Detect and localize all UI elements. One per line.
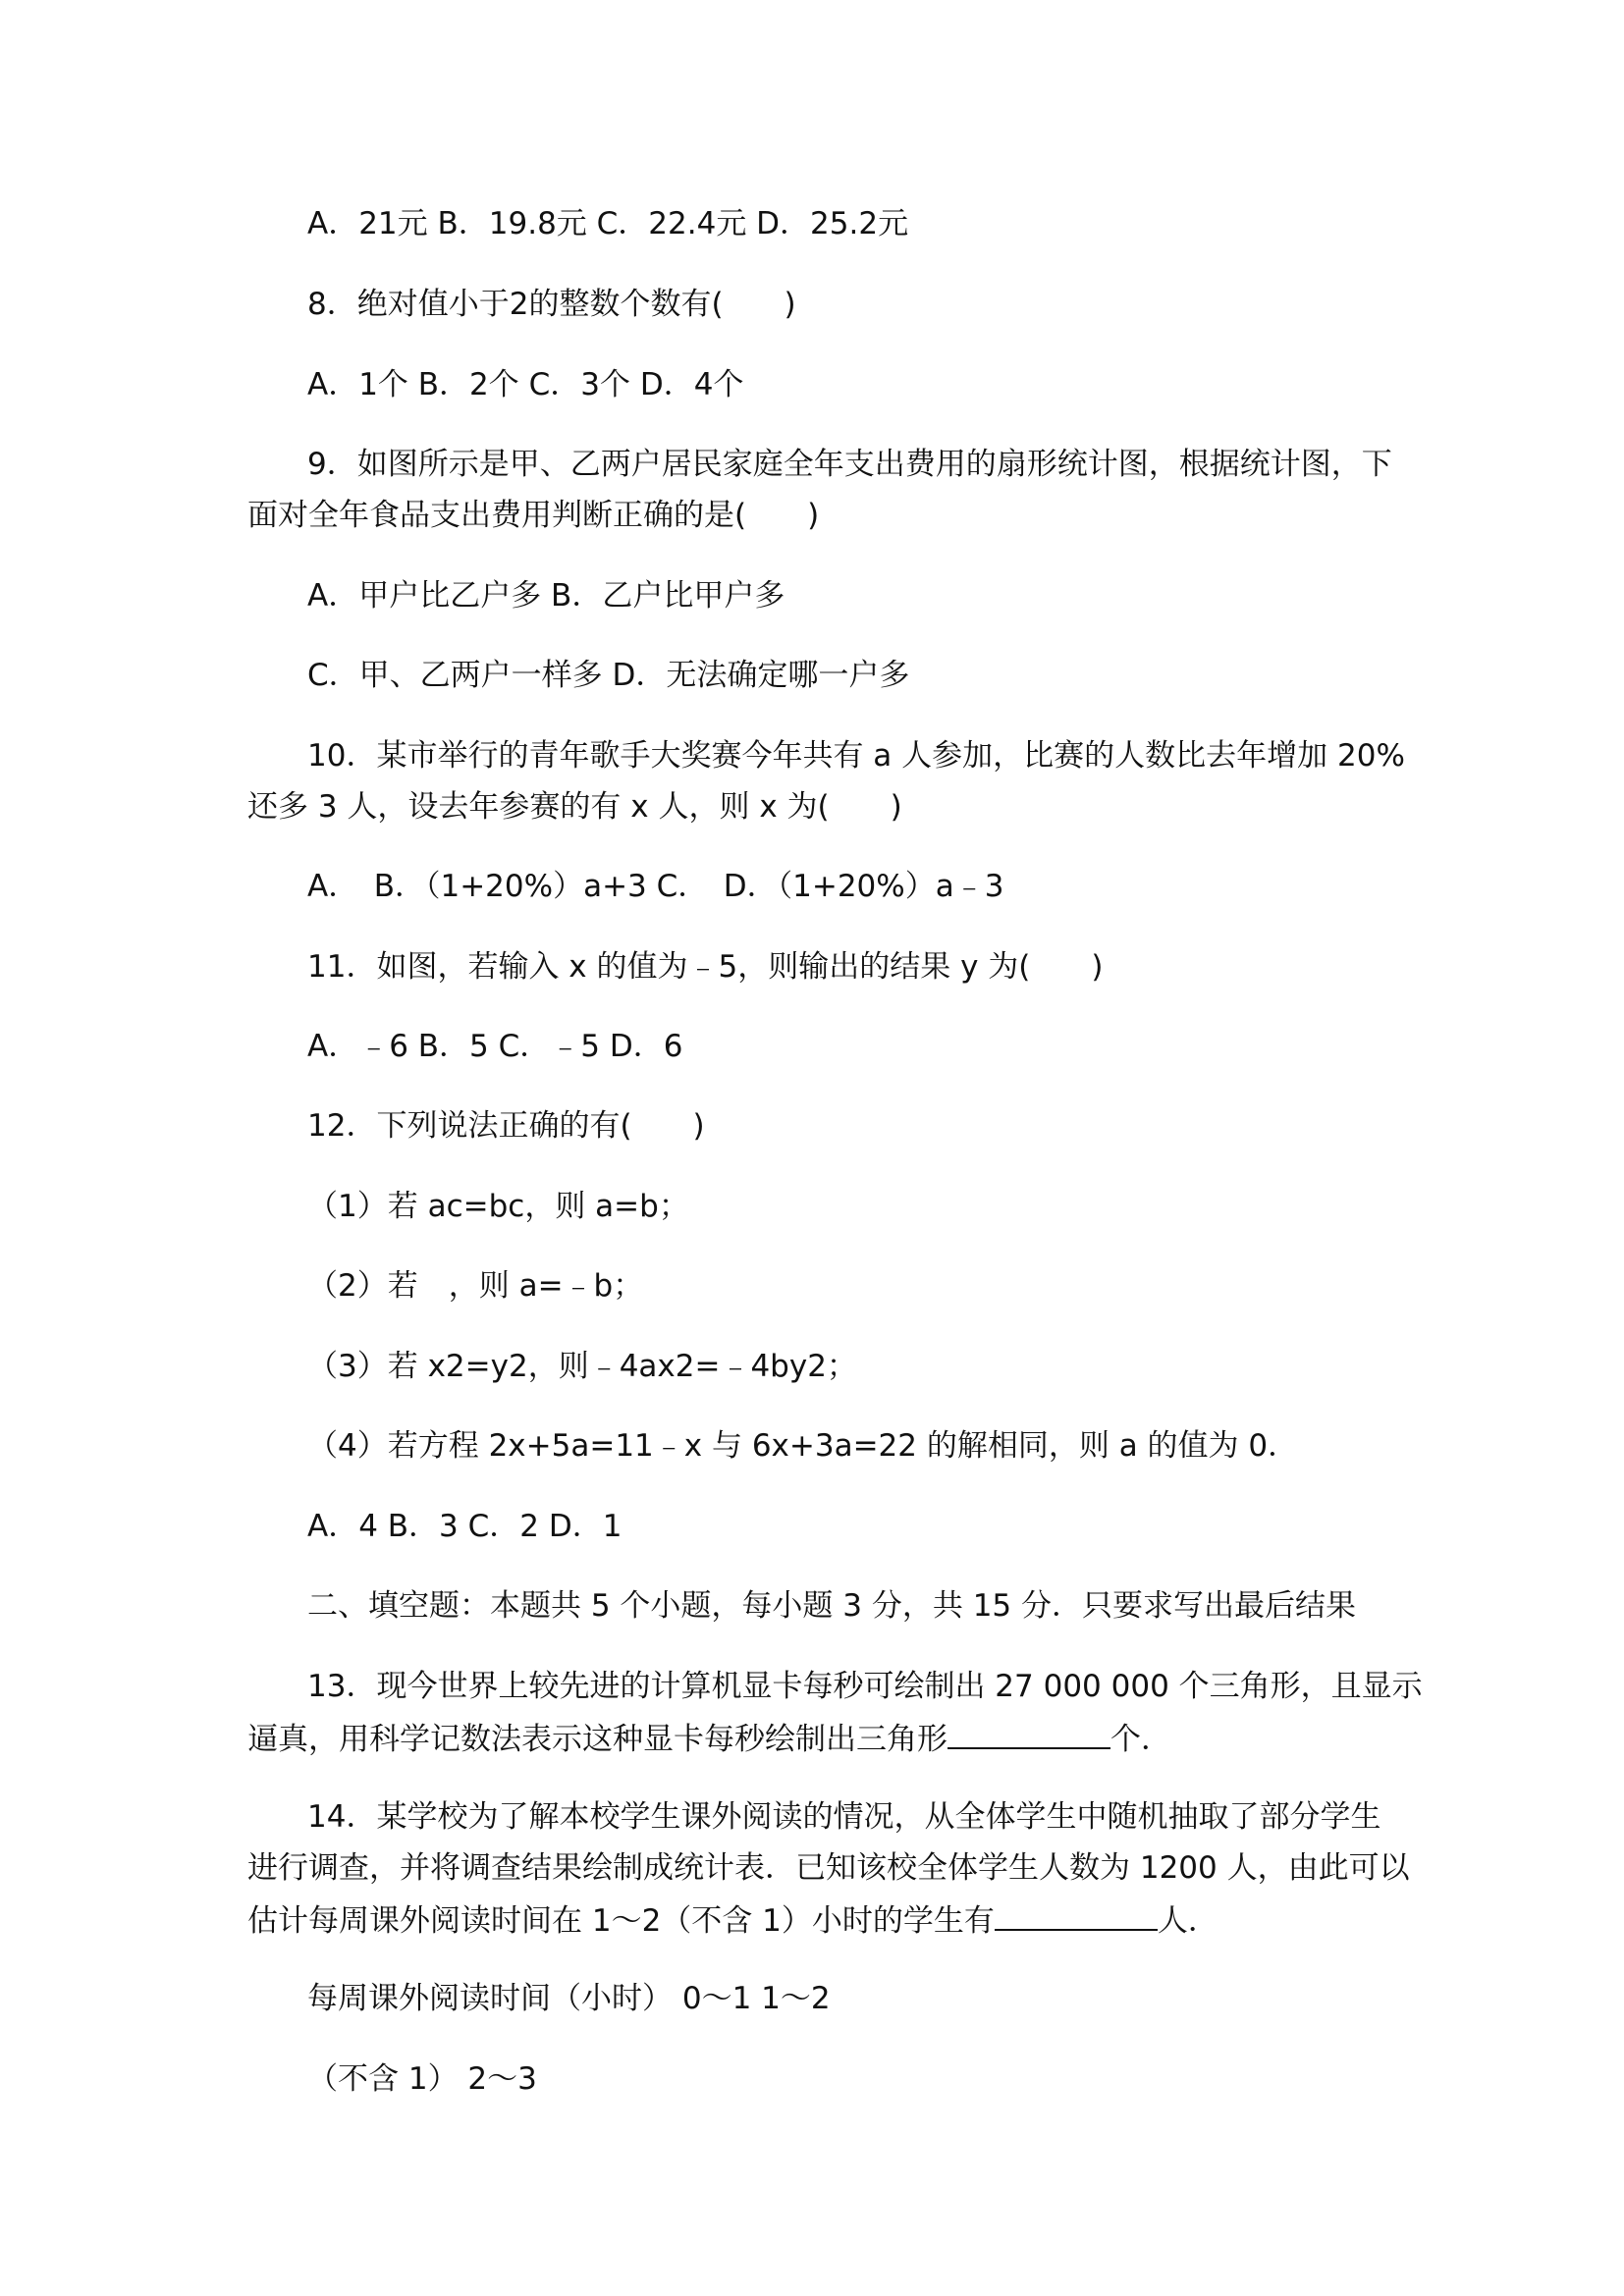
q9-stem-line2: 面对全年食品支出费用判断正确的是( ) (247, 498, 820, 533)
q7-options: A．21元 B．19.8元 C．22.4元 D．25.2元 (307, 206, 909, 241)
q8-stem: 8．绝对值小于2的整数个数有( ) (307, 287, 796, 322)
q9-options-line1: A．甲户比乙户多 B．乙户比甲户多 (307, 578, 785, 614)
q12-stem: 12．下列说法正确的有( ) (307, 1108, 705, 1144)
q14-line3 (247, 1899, 1218, 1941)
q9-options-line2: C．甲、乙两户一样多 D．无法确定哪一户多 (307, 658, 910, 693)
q11-options: A．﹣6 B．5 C．﹣5 D．6 (307, 1029, 683, 1064)
q11-stem: 11．如图，若输入 x 的值为﹣5，则输出的结果 y 为( ) (307, 949, 1104, 985)
q12-statement-3: （3）若 x2=y2，则﹣4ax2=﹣4by2； (307, 1349, 857, 1384)
q13-line2-text: 逼真，用科学记数法表示这种显卡每秒绘制出三角形 (247, 1722, 947, 1757)
section-2-heading: 二、填空题：本题共 5 个小题，每小题 3 分，共 15 分．只要求写出最后结果 (307, 1588, 1357, 1624)
q14-answer-blank (995, 1899, 1158, 1931)
q9-stem-line1: 9．如图所示是甲、乙两户居民家庭全年支出费用的扇形统计图，根据统计图，下 (307, 447, 1392, 482)
q12-statement-2: （2）若 ，则 a=﹣b； (307, 1268, 644, 1304)
q14-line2: 进行调查，并将调查结果绘制成统计表．已知该校全体学生人数为 1200 人，由此可以 (247, 1850, 1410, 1886)
q14-line3-suffix: 人． (1157, 1903, 1218, 1939)
q14-table-row1: 每周课外阅读时间（小时） 0～1 1～2 (307, 1981, 831, 2016)
q13-answer-blank (947, 1718, 1110, 1749)
q14-line1: 14．某学校为了解本校学生课外阅读的情况，从全体学生中随机抽取了部分学生 (307, 1799, 1381, 1835)
q10-options: A． B．（1+20%）a+3 C． D．（1+20%）a﹣3 (307, 869, 1004, 904)
q13-line2 (247, 1718, 1171, 1759)
q12-statement-4: （4）若方程 2x+5a=11﹣x 与 6x+3a=22 的解相同，则 a 的值为 0． (307, 1428, 1299, 1464)
q14-line3-text: 估计每周课外阅读时间在 1～2（不含 1）小时的学生有 (247, 1903, 995, 1939)
q14-table-row2: （不含 1） 2～3 (307, 2061, 537, 2097)
q10-stem-line1: 10．某市举行的青年歌手大奖赛今年共有 a 人参加，比赛的人数比去年增加 20% (307, 738, 1405, 774)
q12-statement-1: （1）若 ac=bc，则 a=b； (307, 1189, 689, 1224)
q13-line1: 13．现今世界上较先进的计算机显卡每秒可绘制出 27 000 000 个三角形，且显示 (307, 1669, 1423, 1704)
q12-options: A．4 B．3 C．2 D．1 (307, 1509, 623, 1544)
q8-options: A．1个 B．2个 C．3个 D．4个 (307, 367, 744, 402)
q13-line2-suffix: 个． (1110, 1722, 1171, 1757)
q10-stem-line2: 还多 3 人，设去年参赛的有 x 人，则 x 为( ) (247, 789, 902, 825)
